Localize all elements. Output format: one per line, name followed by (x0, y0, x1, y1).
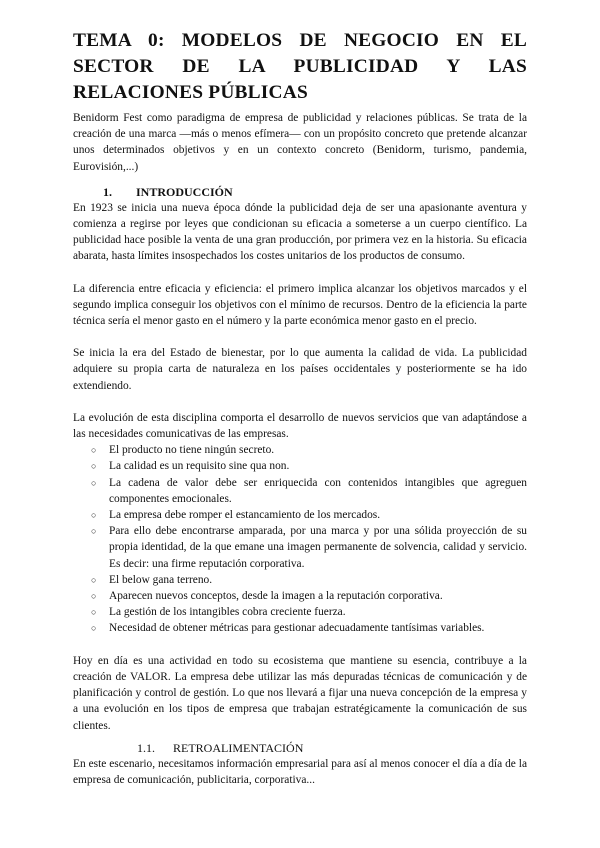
list-item: ○ La calidad es un requisito sine qua non. (73, 458, 527, 474)
section-title: INTRODUCCIÓN (136, 184, 233, 199)
list-item: ○ La cadena de valor debe ser enriquecida con contenidos intangibles que agreguen componentes emocionales. (91, 476, 527, 505)
list-item: ○ Para ello debe encontrarse amparada, por una marca y por una sólida proyección de su propia identidad, de la que emane una imagen permanente de solvencia, calidad y servicio. Es decir: una firme reputación corporativa. (91, 525, 527, 570)
circle-bullet-icon: ○ (91, 574, 97, 585)
circle-bullet-icon: ○ (91, 445, 97, 456)
list-item: ○ Aparecen nuevos conceptos, desde la imagen a la reputación corporativa. (73, 588, 527, 604)
list-item: ○ El producto no tiene ningún secreto. (73, 442, 527, 458)
paragraph-bienestar: Se inicia la era del Estado de bienestar, por lo que aumenta la calidad de vida. La publicidad adquiere su propia carta de naturaleza en los países occidentales y posteriormente se ha ido extendiendo. (73, 347, 527, 392)
circle-bullet-icon: ○ (91, 477, 97, 488)
document-page (73, 28, 527, 788)
intro-paragraph: Benidorm Fest como paradigma de empresa de publicidad y relaciones públicas. Se trata de la creación de una marca —más o menos efímera— con un propósito concreto que pretende alcanzar unos determinados objetivos y en un contexto concreto (Benidorm, turismo, pandemia, Eurovisión,...) (73, 112, 527, 173)
bullet-list (73, 442, 527, 636)
list-item: ○ La gestión de los intangibles cobra creciente fuerza. (73, 604, 527, 620)
paragraph-evolucion: La evolución de esta disciplina comporta el desarrollo de nuevos servicios que van adaptándose a las necesidades comunicativas de las empresas. (73, 411, 527, 441)
subsection-heading-retroalimentacion (73, 740, 527, 756)
section-number: 1. (103, 184, 112, 199)
circle-bullet-icon: ○ (91, 461, 97, 472)
list-item: ○ Necesidad de obtener métricas para gestionar adecuadamente tantísimas variables. (73, 620, 527, 636)
paragraph-escenario: En este escenario, necesitamos información empresarial para así al menos conocer el día a día de la empresa de comunicación, publicitaria, corporativa... (73, 757, 527, 786)
circle-bullet-icon: ○ (91, 591, 97, 602)
circle-bullet-icon: ○ (91, 510, 97, 521)
circle-bullet-icon: ○ (91, 623, 97, 634)
section-heading-introduccion (73, 184, 527, 200)
paragraph-hoy-en-dia: Hoy en día es una actividad en todo su ecosistema que mantiene su esencia, contribuye a la creación de VALOR. La empresa debe utilizar las más depuradas técnicas de comunicación y de planificación y control de gestión. Lo que nos llevará a fijar una nueva concepción de la empresa y a una evolución en los tipos de empresa que trabajan estratégicamente la comunicación de sus clientes. (73, 654, 527, 732)
circle-bullet-icon: ○ (91, 526, 97, 537)
paragraph-eficacia: La diferencia entre eficacia y eficiencia: el primero implica alcanzar los objetivos marcados y el segundo implica conseguir los objetivos con el mínimo de recursos. Dentro de la eficiencia la parte técnica sería el menor gasto en el número y la parte económica menor gasto en el precio. (73, 282, 527, 328)
list-item: ○ El below gana terreno. (73, 572, 527, 588)
subsection-number: 1.1. (137, 740, 155, 755)
list-item: ○ La empresa debe romper el estancamiento de los mercados. (73, 507, 527, 523)
document-title: TEMA 0: MODELOS DE NEGOCIO EN EL SECTOR DE LA PUBLICIDAD Y LAS RELACIONES PÚBLICAS (73, 30, 527, 103)
circle-bullet-icon: ○ (91, 607, 97, 618)
subsection-title: RETROALIMENTACIÓN (173, 740, 304, 755)
paragraph-1923: En 1923 se inicia una nueva época dónde la publicidad deja de ser una apasionante aventura y comienza a regirse por leyes que condicionan su eficacia a someterse a un cuerpo científico. La publicidad hace posible la venta de una gran producción, por primera vez en la historia. Su eficacia abarata, hasta límites insospechados los costes unitarios de los productos de consumo. (73, 201, 527, 263)
